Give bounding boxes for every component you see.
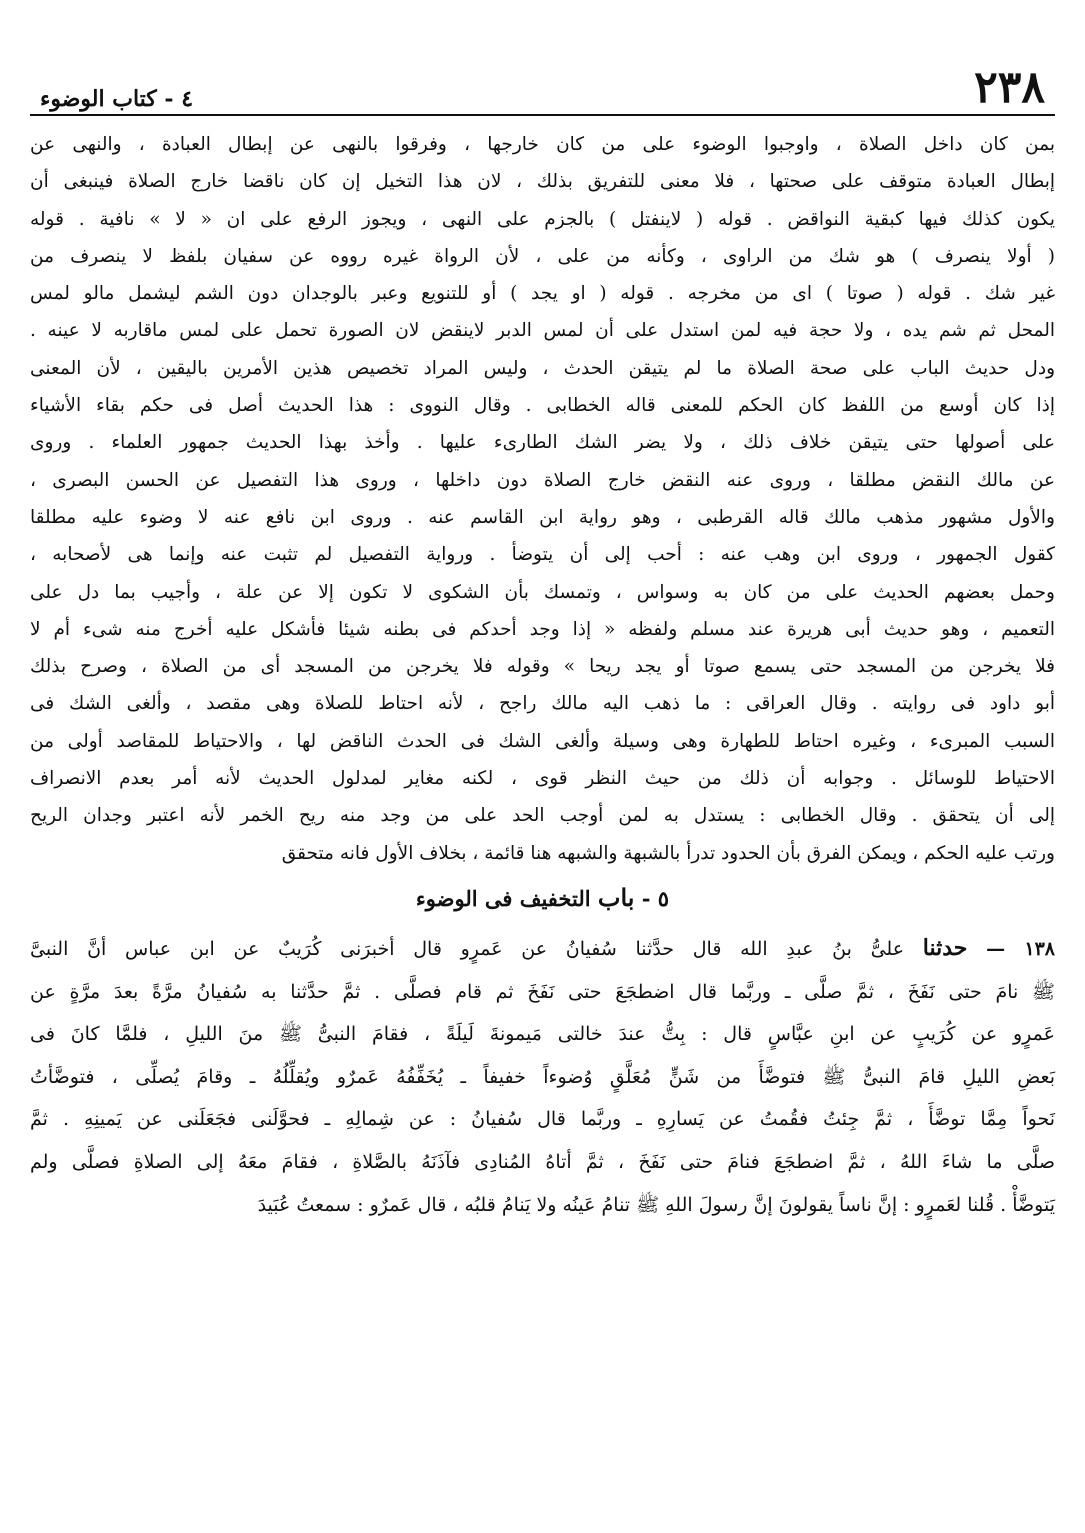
commentary-line: عن مالك النقض مطلقا ، وروى عنه النقض خارج الصلاة دون داخلها ، وروى هذا التفصيل عن الحسن البصرى ، (30, 469, 1055, 491)
hadith-line: يَتوضَّأْ . قُلنا لعَمرٍو : إنَّ ناساً يقولونَ إنَّ رسولَ اللهِ ﷺ تنامُ عَينُه ولا يَنامُ قلبُه ، قال عَمرٌو : سمعتُ عُبَيدَ (257, 1193, 1055, 1216)
commentary-line: غير شك . قوله ( صوتا ) اى من مخرجه . قوله ( او يجد ) أو للتنويع وعبر بالوجدان دون الشم ليشمل مالو لمس (30, 283, 1055, 305)
commentary-line: فلا يخرجن من المسجد حتى يسمع صوتا أو يجد ريحا » وقوله فلا يخرجن من المسجد أى من الصلاة ، وصرح بذلك (30, 656, 1055, 678)
hadith-line: نَحواً مِمَّا توضَّأَ ، ثمَّ جِئتُ فقُمتُ عن يَسارِهِ ـ وربَّما قال سُفيانُ : عن شِمالِهِ ـ فحوَّلَنى فجَعَلَنى عن يَمينِهِ . ثمَّ (30, 1108, 1055, 1131)
book-page (30, 60, 1055, 1500)
commentary-line: والأول مشهور مذهب مالك قاله القرطبى ، وهو رواية ابن القاسم عنه . وروى ابن نافع عنه لا وضوء عليه مطلقا (30, 506, 1055, 528)
hadith-line-text: علىُّ بنُ عبدِ الله قال حدَّثنا سُفيانُ عن عَمرٍو قال أخبرَنى كُرَيبٌ عن ابن عباس أنَّ النبىَّ (30, 937, 905, 960)
section-bab-label: باب (597, 882, 635, 912)
hadith-block (30, 927, 1055, 1226)
commentary-line: ( أولا ينصرف ) هو شك من الراوى ، وكأنه من على ، لأن الرواة غيره رووه عن سفيان بلفظ لا ينصرف من (30, 245, 1055, 267)
commentary-line: المحل ثم شم يده ، ولا حجة فيه لمن استدل على أن لمس الدبر لاينقض لان الصورة تحمل على لمس ماقاربه لا عينه . (30, 320, 1055, 342)
hadith-opening: حدثنا (922, 934, 968, 961)
section-number: ٥ - (641, 885, 670, 911)
commentary-line: الاحتياط للوسائل . وجوابه أن ذلك من حيث النظر قوى ، لكنه مغاير لمدلول الحديث لأنه أمر بعدم الانصراف (30, 768, 1055, 790)
commentary-line: إلى أن يتحقق . وقال الخطابى : يستدل به لمن أوجب الحد على من وجد منه ريح الخمر لأنه اعتبر وجدان الريح (30, 805, 1055, 827)
section-heading (30, 876, 1055, 921)
hadith-line: بَعضِ الليلِ قامَ النبىُّ ﷺ فتوضَّأَ من شَنٍّ مُعَلَّقٍ وُضوءاً خفيفاً ـ يُخَفِّفُهُ عَمرٌو ويُقلِّلُهُ ـ وقامَ يُصلِّى ، فتوضَّأتُ (30, 1065, 1055, 1088)
commentary-line: السبب المبرىء ، وغيره احتاط للطهارة وهى وسيلة وألغى الشك فى الحدث الناقض لها ، والاحتياط للمقاصد أولى من (30, 730, 1055, 752)
chapter-title: ٤ - كتاب الوضوء (40, 86, 194, 112)
page-header (30, 60, 1055, 116)
commentary-line: إبطال العبادة متوقف على صحتها ، فلا معنى للتفريق بذلك ، لان هذا التخيل إن كان ناقضا خارج الصلاة فينبغى أن (30, 171, 1055, 193)
commentary-line: على أصولها حتى يتيقن خلاف ذلك ، ولا يضر الشك الطارىء عليها . وأخذ بهذا الحديث جمهور العلماء . وروى (30, 432, 1055, 454)
page-number: ٢٣٨ (974, 62, 1045, 113)
commentary-line: وحمل بعضهم الحديث على من كان به وسواس ، وتمسك بأن الشكوى لا تكون إلا عن علة ، وأجيب بما دل على (30, 581, 1055, 603)
section-title: التخفيف فى الوضوء (415, 885, 591, 911)
commentary-line: أبو داود فى روايته . وقال العراقى : ما ذهب اليه مالك راجح ، لأنه احتاط للصلاة وهى مقصد ، وألغى الشك فى (30, 693, 1055, 715)
hadith-line: ﷺ نامَ حتى نَفَخَ ، ثمَّ صلَّى ـ وربَّما قال اضطجَعَ حتى نَفَخَ ثم قام فصلَّى . ثمَّ حدَّثنا به سُفيانُ مرَّةً بعدَ مرَّةٍ عن (30, 980, 1055, 1003)
commentary-line: يكون كذلك فيها كبقية النواقض . قوله ( لاينفتل ) بالجزم على النهى ، ويجوز الرفع على ان « لا » نافية . قوله (30, 208, 1055, 230)
commentary-line: التعميم ، وهو حديث أبى هريرة عند مسلم ولفظه « إذا وجد أحدكم فى بطنه شيئا فأشكل عليه أخرج منه شىء أم لا (30, 618, 1055, 640)
hadith-number: ١٣٨ — (986, 937, 1055, 960)
commentary-line: كقول الجمهور ، وروى ابن وهب عنه : أحب إلى أن يتوضأ . ورواية التفصيل لم تثبت عنه وإنما هى لأصحابه ، (30, 544, 1055, 566)
hadith-line (30, 927, 1055, 971)
commentary-line: ورتب عليه الحكم ، ويمكن الفرق بأن الحدود تدرأ بالشبهة والشبهه هنا قائمة ، بخلاف الأول فانه متحقق (281, 842, 1055, 864)
hadith-line: عَمرٍو عن كُرَيبٍ عن ابنِ عبَّاسٍ قال : بِتُّ عندَ خالتى مَيمونةَ لَيلَةً ، فقامَ النبىُّ ﷺ منَ الليلِ ، فلمَّا كانَ فى (30, 1023, 1055, 1046)
commentary-block (30, 126, 1055, 872)
commentary-line: إذا كان أوسع من اللفظ كان الحكم للمعنى قاله الخطابى . وقال النووى : هذا الحديث أصل فى حكم بقاء الأشياء (30, 395, 1055, 417)
hadith-line: صلَّى ما شاءَ اللهُ ، ثمَّ اضطجَعَ فنامَ حتى نَفَخَ ، ثمَّ أتاهُ المُنادِى فآذَنَهُ بالصَّلاةِ ، فقامَ معَهُ إلى الصلاةِ فصلَّى ولم (30, 1150, 1055, 1173)
commentary-line: ودل حديث الباب على صحة الصلاة ما لم يتيقن الحدث ، وليس المراد تخصيص هذين الأمرين باليقين ، لأن المعنى (30, 357, 1055, 379)
commentary-line: بمن كان داخل الصلاة ، واوجبوا الوضوء على من كان خارجها ، وفرقوا بالنهى عن إبطال العبادة ، والنهى عن (30, 134, 1055, 155)
